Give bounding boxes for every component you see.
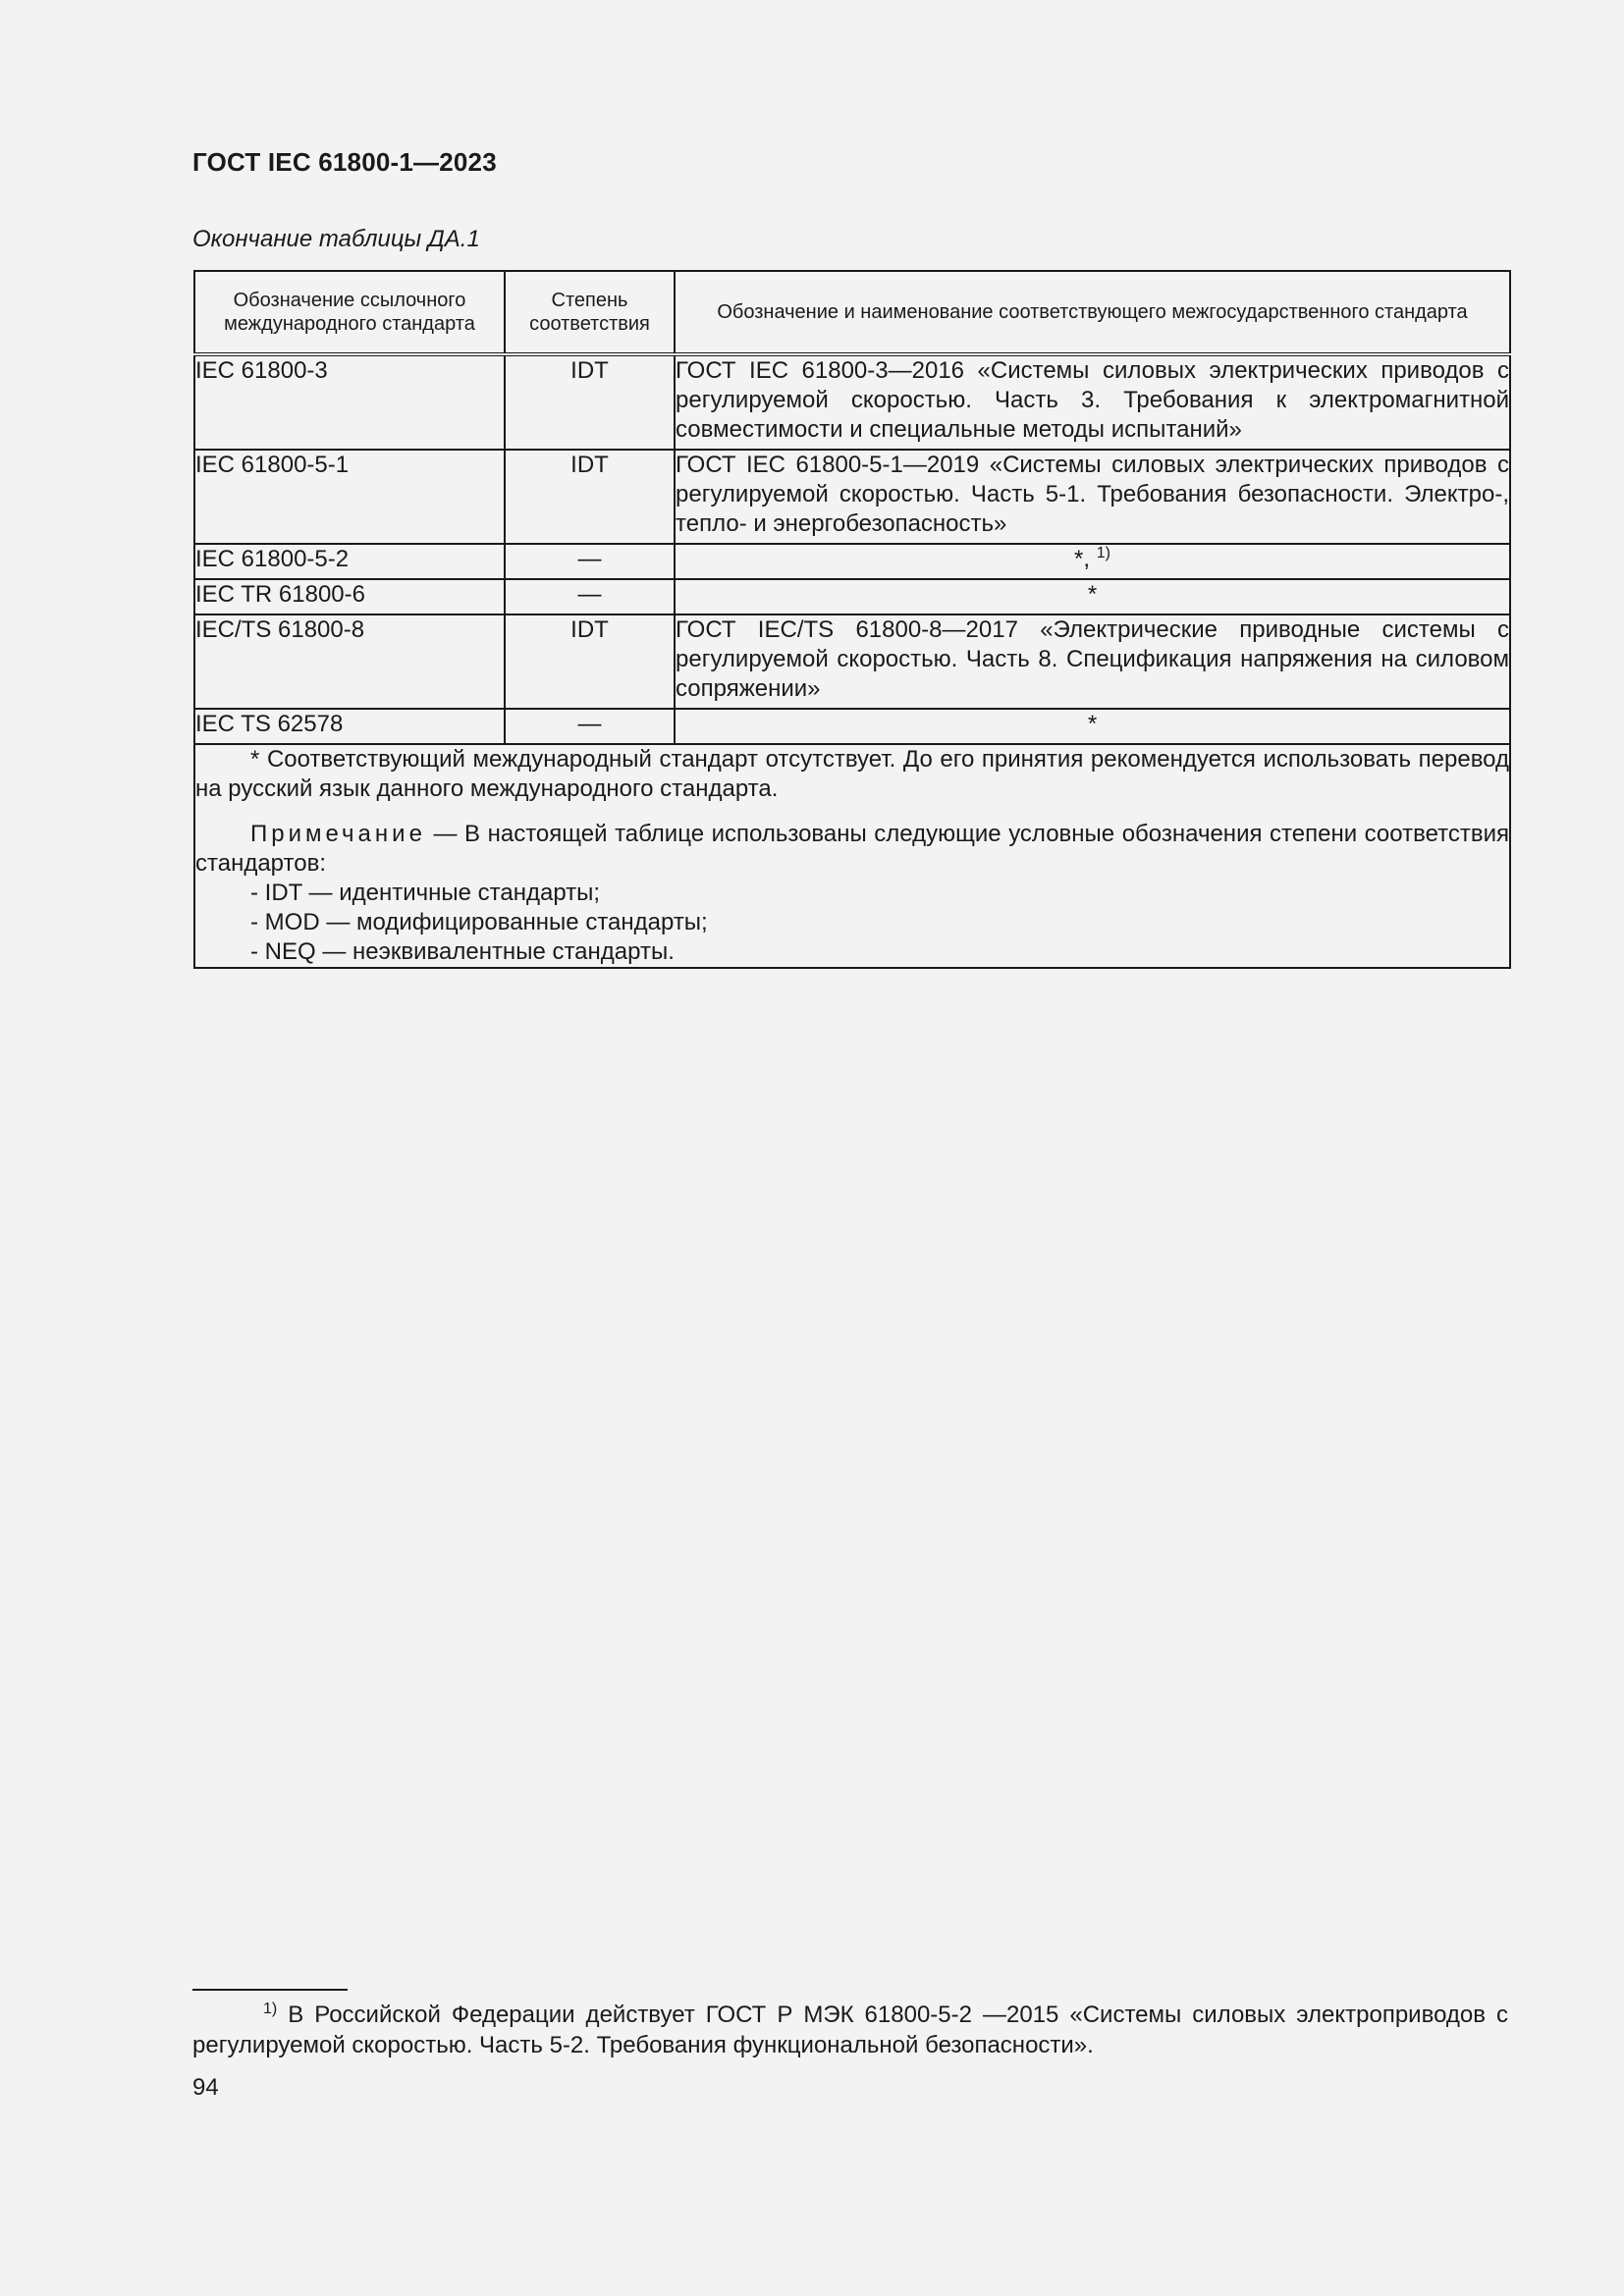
table-row <box>194 614 1510 709</box>
asterisk-note: * Соответствующий международный стандарт отсутствует. До его принятия рекомендуется использовать перевод на русский язык данного международного стандарта. <box>195 746 1509 802</box>
footnote-reference: 1) <box>1096 545 1110 561</box>
list-item: - NEQ — неэквивалентные стандарты. <box>250 938 675 965</box>
standard-name-cell <box>675 544 1510 579</box>
footnote <box>192 2000 1508 2060</box>
degree-cell: — <box>505 709 675 744</box>
ref-cell: IEC TR 61800-6 <box>194 579 505 614</box>
ref-cell: IEC 61800-5-2 <box>194 544 505 579</box>
degree-legend-list <box>195 879 1509 967</box>
standard-name-cell: ГОСТ IEC 61800-3—2016 «Системы силовых электрических приводов с регулируемой скоростью. Часть 3. Требования к электромагнитной совместимости и специальные методы испытаний» <box>675 354 1510 450</box>
footnote-divider <box>192 1989 348 1991</box>
table-row <box>194 354 1510 450</box>
list-item: - IDT — идентичные стандарты; <box>250 880 601 906</box>
degree-cell: IDT <box>505 354 675 450</box>
note-text: — В настоящей таблице использованы следующие условные обозначения степени соответствия стандартов: <box>195 821 1509 877</box>
table-row <box>194 544 1510 579</box>
ref-cell: IEC 61800-3 <box>194 354 505 450</box>
table-caption: Окончание таблицы ДА.1 <box>192 226 480 252</box>
footnote-marker: 1) <box>263 2001 278 2017</box>
standard-name-cell: * <box>675 579 1510 614</box>
degree-cell: — <box>505 544 675 579</box>
ref-cell: IEC 61800-5-1 <box>194 450 505 544</box>
degree-cell: IDT <box>505 450 675 544</box>
degree-cell: IDT <box>505 614 675 709</box>
footnote-text: В Российской Федерации действует ГОСТ Р МЭК 61800-5-2 —2015 «Системы силовых электроприводов с регулируемой скоростью. Часть 5-2. Требования функциональной безопасности». <box>192 2002 1508 2058</box>
note-paragraph <box>195 820 1509 879</box>
table-notes <box>194 744 1510 968</box>
document-title: ГОСТ IEC 61800-1—2023 <box>192 147 497 177</box>
ref-cell: IEC/TS 61800-8 <box>194 614 505 709</box>
page-number: 94 <box>192 2074 219 2101</box>
ref-cell: IEC TS 62578 <box>194 709 505 744</box>
table-row <box>194 709 1510 744</box>
degree-cell: — <box>505 579 675 614</box>
column-header-ref: Обозначение ссылочного международного стандарта <box>194 271 505 354</box>
standard-name-text: *, <box>1074 546 1091 572</box>
column-header-degree: Степень соответствия <box>505 271 675 354</box>
standards-table <box>193 270 1511 969</box>
standard-name-cell: ГОСТ IEC/TS 61800-8—2017 «Электрические приводные системы с регулируемой скоростью. Часть 8. Спецификация напряжения на силовом сопряжении» <box>675 614 1510 709</box>
table-row <box>194 450 1510 544</box>
table-notes-row <box>194 744 1510 968</box>
table-row <box>194 579 1510 614</box>
table-header-row <box>194 271 1510 354</box>
standard-name-cell: * <box>675 709 1510 744</box>
standard-name-cell: ГОСТ IEC 61800-5-1—2019 «Системы силовых электрических приводов с регулируемой скоростью. Часть 5-1. Требования безопасности. Электро-, тепло- и энергобезопасность» <box>675 450 1510 544</box>
list-item: - MOD — модифицированные стандарты; <box>250 909 708 935</box>
note-label: Примечание <box>250 821 426 847</box>
column-header-name: Обозначение и наименование соответствующего межгосударственного стандарта <box>675 271 1510 354</box>
